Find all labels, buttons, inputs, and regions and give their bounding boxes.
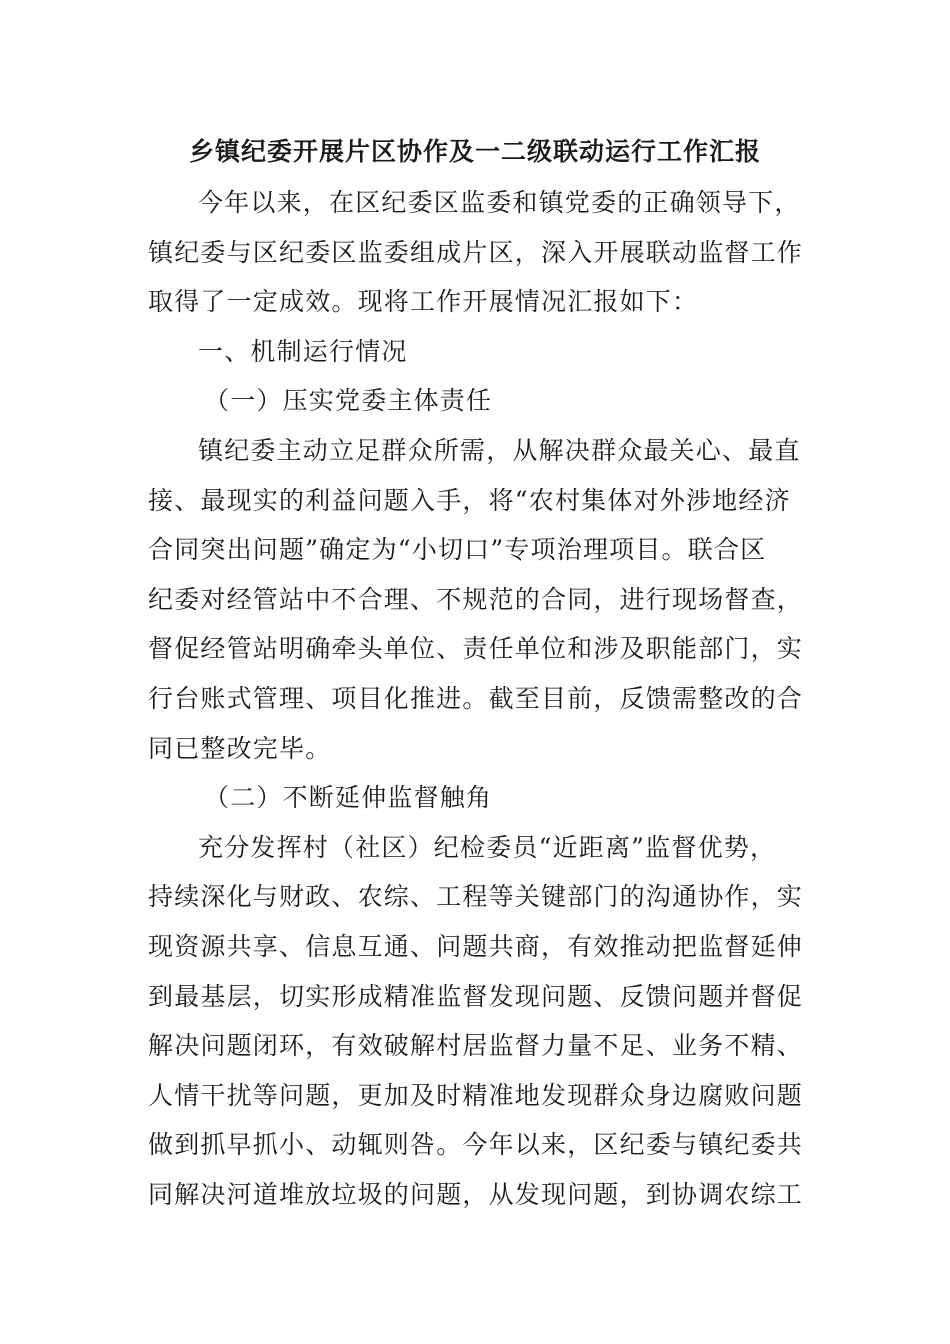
section-heading: 一、机制运行情况 (198, 336, 408, 366)
paragraph-line: 取得了一定成效。现将工作开展情况汇报如下： (148, 287, 699, 317)
paragraph-line: 人情干扰等问题，更加及时精准地发现群众身边腐败问题 (148, 1080, 804, 1110)
paragraph-line: 行台账式管理、项目化推进。截至目前，反馈需整改的合 (148, 683, 804, 713)
paragraph-line: 解决问题闭环，有效破解村居监督力量不足、业务不精、 (148, 1031, 804, 1061)
paragraph-line: 同已整改完毕。 (148, 733, 332, 763)
paragraph-line: 督促经管站明确牵头单位、责任单位和涉及职能部门，实 (148, 634, 804, 664)
paragraph-line: 今年以来，在区纪委区监委和镇党委的正确领导下， (198, 188, 801, 217)
paragraph-line: 到最基层，切实形成精准监督发现问题、反馈问题并督促 (148, 981, 804, 1011)
paragraph-line: 充分发挥村（社区）纪检委员“近距离”监督优势， (198, 832, 777, 862)
subsection-heading: （一）压实党委主体责任 (204, 386, 493, 416)
paragraph-line: 做到抓早抓小、动辄则咎。今年以来，区纪委与镇纪委共 (148, 1130, 804, 1160)
subsection-heading: （二）不断延伸监督触角 (204, 783, 493, 813)
paragraph-line: 持续深化与财政、农综、工程等关键部门的沟通协作，实 (148, 882, 804, 912)
paragraph-line: 纪委对经管站中不合理、不规范的合同，进行现场督查， (148, 584, 804, 614)
paragraph-line: 接、最现实的利益问题入手，将“农村集体对外涉地经济 (148, 485, 791, 515)
document-body (148, 178, 804, 1219)
paragraph-line: 现资源共享、信息互通、问题共商，有效推动把监督延伸 (148, 931, 804, 961)
paragraph-line: 镇纪委主动立足群众所需，从解决群众最关心、最直 (198, 435, 801, 465)
paragraph-line: 合同突出问题”确定为“小切口”专项治理项目。联合区 (148, 535, 767, 565)
document-title: 乡镇纪委开展片区协作及一二级联动运行工作汇报 (188, 137, 761, 166)
paragraph-line: 镇纪委与区纪委区监委组成片区，深入开展联动监督工作 (148, 237, 804, 267)
paragraph-line: 同解决河道堆放垃圾的问题，从发现问题，到协调农综工 (148, 1179, 804, 1209)
